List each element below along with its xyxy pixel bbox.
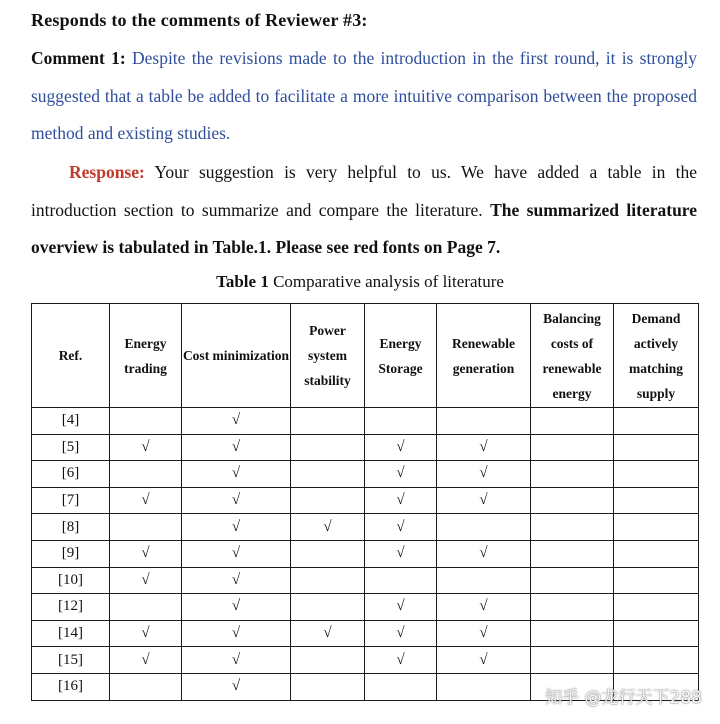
check-mark-icon: √ (396, 518, 405, 535)
ref-cell: [5] (32, 434, 110, 461)
check-mark-icon: √ (479, 625, 488, 642)
check-mark-icon: √ (479, 651, 488, 668)
column-header: Energy trading (110, 304, 182, 408)
ref-cell: [8] (32, 514, 110, 541)
check-cell (437, 673, 531, 700)
ref-cell: [6] (32, 461, 110, 488)
check-cell (437, 594, 531, 621)
check-mark-icon: √ (396, 598, 405, 615)
check-cell (110, 487, 182, 514)
check-cell (110, 594, 182, 621)
ref-cell: [4] (32, 408, 110, 435)
check-cell (614, 461, 699, 488)
check-cell (531, 540, 614, 567)
check-cell (365, 567, 437, 594)
check-cell (437, 434, 531, 461)
check-cell (365, 647, 437, 674)
check-mark-icon: √ (396, 625, 405, 642)
table-row (32, 647, 699, 674)
check-cell (110, 647, 182, 674)
check-cell (437, 408, 531, 435)
check-mark-icon: √ (141, 545, 150, 562)
comment-label: Comment 1: (31, 48, 126, 68)
check-mark-icon: √ (231, 571, 241, 588)
check-mark-icon: √ (231, 492, 241, 509)
check-mark-icon: √ (231, 412, 241, 429)
check-mark-icon: √ (396, 492, 405, 509)
check-cell (291, 434, 365, 461)
check-cell (291, 514, 365, 541)
table-row (32, 540, 699, 567)
check-mark-icon: √ (323, 518, 332, 535)
check-cell (291, 647, 365, 674)
check-cell (437, 514, 531, 541)
check-cell (437, 647, 531, 674)
check-mark-icon: √ (231, 598, 241, 615)
check-cell (110, 673, 182, 700)
check-cell (614, 434, 699, 461)
check-cell (531, 487, 614, 514)
check-cell (365, 620, 437, 647)
check-cell (614, 540, 699, 567)
check-cell (182, 594, 291, 621)
check-mark-icon: √ (231, 625, 241, 642)
check-cell (437, 487, 531, 514)
table-row (32, 594, 699, 621)
check-cell (365, 461, 437, 488)
check-cell (614, 514, 699, 541)
check-mark-icon: √ (479, 492, 488, 509)
table-caption-text: Comparative analysis of literature (273, 272, 504, 291)
check-mark-icon: √ (141, 625, 150, 642)
response-paragraph (31, 154, 697, 267)
table-header-row (32, 304, 699, 408)
check-cell (110, 514, 182, 541)
check-mark-icon: √ (479, 438, 488, 455)
ref-cell: [12] (32, 594, 110, 621)
check-cell (437, 620, 531, 647)
check-cell (291, 673, 365, 700)
check-mark-icon: √ (396, 465, 405, 482)
check-cell (365, 487, 437, 514)
check-cell (614, 567, 699, 594)
check-mark-icon: √ (141, 438, 150, 455)
column-header: Demand actively matching supply (614, 304, 699, 408)
check-cell (291, 461, 365, 488)
check-cell (110, 620, 182, 647)
check-cell (110, 434, 182, 461)
table-row (32, 434, 699, 461)
check-cell (531, 408, 614, 435)
check-cell (365, 540, 437, 567)
table-row (32, 514, 699, 541)
literature-comparison-table (31, 303, 699, 701)
table-row (32, 408, 699, 435)
table-caption-label: Table 1 (216, 272, 269, 291)
check-cell (365, 514, 437, 541)
check-cell (291, 408, 365, 435)
check-cell (531, 620, 614, 647)
check-mark-icon: √ (231, 651, 241, 668)
check-cell (365, 434, 437, 461)
check-mark-icon: √ (141, 492, 150, 509)
comment-text: Despite the revisions made to the introduction in the first round, it is strongly suggested that a table be added to facilitate a more intuitive comparison between the proposed method and existing studies. (31, 48, 697, 143)
check-cell (614, 620, 699, 647)
check-mark-icon: √ (231, 518, 241, 535)
check-cell (182, 408, 291, 435)
check-mark-icon: √ (231, 465, 241, 482)
check-cell (291, 620, 365, 647)
check-cell (182, 514, 291, 541)
check-cell (531, 434, 614, 461)
ref-cell: [9] (32, 540, 110, 567)
check-cell (291, 487, 365, 514)
column-header: Ref. (32, 304, 110, 408)
check-cell (531, 594, 614, 621)
check-cell (614, 487, 699, 514)
table-row (32, 461, 699, 488)
check-mark-icon: √ (323, 625, 332, 642)
ref-cell: [15] (32, 647, 110, 674)
check-cell (437, 461, 531, 488)
check-cell (182, 673, 291, 700)
ref-cell: [16] (32, 673, 110, 700)
check-cell (182, 647, 291, 674)
check-cell (110, 540, 182, 567)
check-cell (531, 567, 614, 594)
check-mark-icon: √ (231, 545, 241, 562)
check-cell (437, 540, 531, 567)
check-mark-icon: √ (479, 545, 488, 562)
check-cell (614, 594, 699, 621)
check-cell (182, 434, 291, 461)
check-mark-icon: √ (141, 571, 150, 588)
check-mark-icon: √ (231, 438, 241, 455)
table-body (32, 408, 699, 701)
reviewer-heading: Responds to the comments of Reviewer #3: (31, 10, 368, 30)
check-mark-icon: √ (141, 651, 150, 668)
check-cell (182, 620, 291, 647)
check-cell (182, 487, 291, 514)
check-mark-icon: √ (396, 438, 405, 455)
check-cell (110, 567, 182, 594)
response-bold-text: The summarized literature overview is tabulated in Table.1. Please see red fonts on Page 7. (31, 199, 698, 257)
column-header: Balancing costs of renewable energy (531, 304, 614, 408)
check-cell (110, 461, 182, 488)
watermark: 知乎 @龙行天下288 (545, 688, 702, 708)
check-cell (365, 408, 437, 435)
check-cell (531, 461, 614, 488)
table-row (32, 620, 699, 647)
check-mark-icon: √ (396, 651, 405, 668)
check-cell (291, 567, 365, 594)
check-cell (614, 647, 699, 674)
column-header: Energy Storage (365, 304, 437, 408)
ref-cell: [10] (32, 567, 110, 594)
check-cell (291, 594, 365, 621)
check-cell (291, 540, 365, 567)
response-label: Response: (69, 162, 145, 182)
table-caption (0, 272, 720, 292)
ref-cell: [7] (32, 487, 110, 514)
table-row (32, 567, 699, 594)
ref-cell: [14] (32, 620, 110, 647)
check-cell (365, 594, 437, 621)
check-cell (182, 540, 291, 567)
check-mark-icon: √ (396, 545, 405, 562)
check-cell (614, 408, 699, 435)
column-header: Power system stability (291, 304, 365, 408)
column-header: Renewable generation (437, 304, 531, 408)
check-cell (531, 647, 614, 674)
check-cell (110, 408, 182, 435)
check-cell (437, 567, 531, 594)
check-mark-icon: √ (479, 465, 488, 482)
check-cell (365, 673, 437, 700)
column-header: Cost minimization (182, 304, 291, 408)
check-cell (531, 514, 614, 541)
check-mark-icon: √ (479, 598, 488, 615)
check-mark-icon: √ (231, 678, 241, 695)
response-text: Your suggestion is very helpful to us. We have added a table in the introduction section to summarize and compare the literature. (31, 162, 697, 220)
comment-paragraph (31, 40, 697, 153)
table-row (32, 487, 699, 514)
check-cell (182, 567, 291, 594)
check-cell (182, 461, 291, 488)
